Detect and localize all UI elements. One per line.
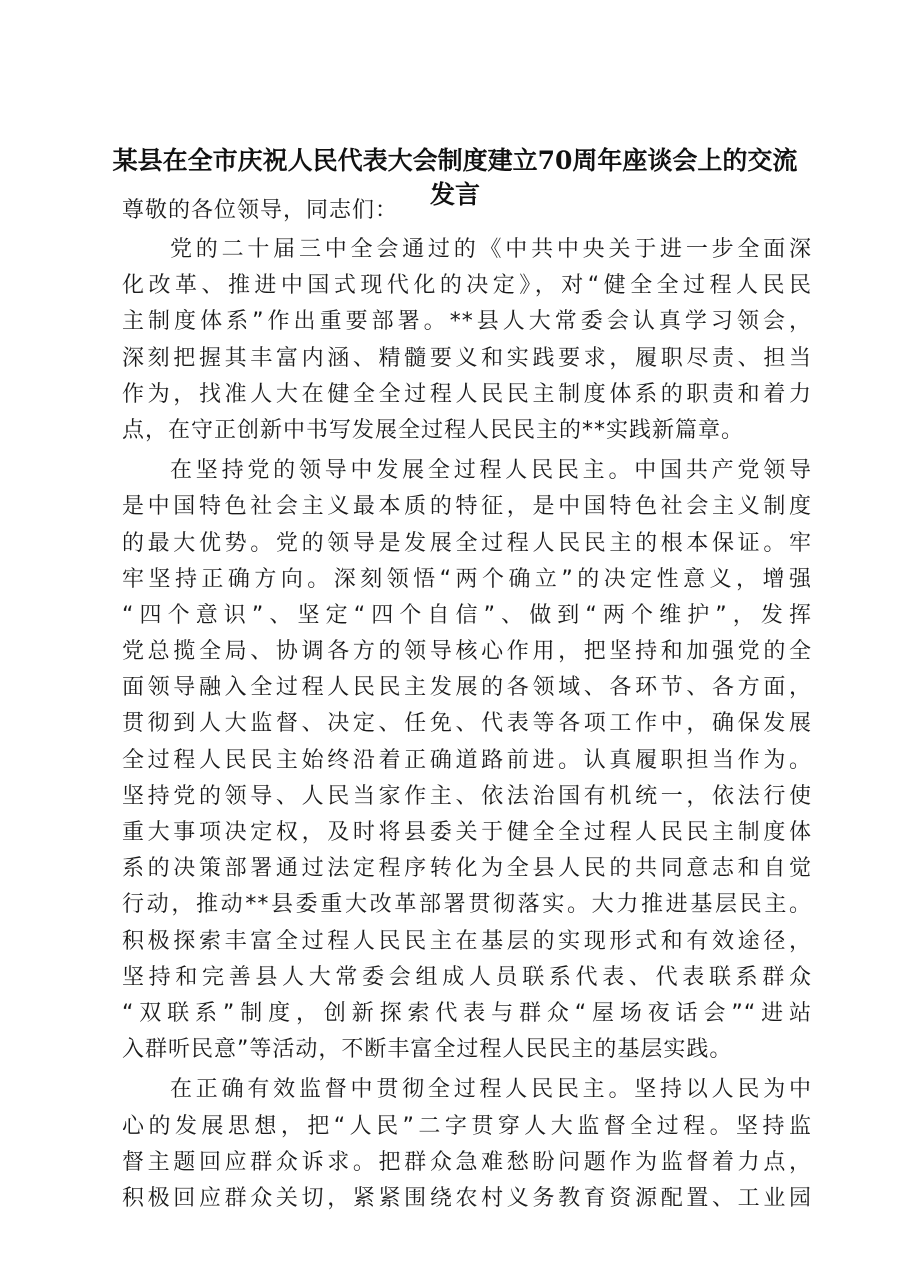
- paragraph-line: “四个意识”、坚定“四个自信”、做到“两个维护”，发挥: [122, 602, 812, 628]
- paragraph-line: 化改革、推进中国式现代化的决定》，对“健全全过程人民民: [122, 273, 812, 299]
- paragraph-line: 贯彻到人大监督、决定、任免、代表等各项工作中，确保发展: [122, 711, 812, 737]
- paragraph-line: 牢坚持正确方向。深刻领悟“两个确立”的决定性意义，增强: [122, 566, 812, 592]
- paragraph-line: 坚持和完善县人大常委会组成人员联系代表、代表联系群众: [122, 964, 812, 990]
- paragraph-3: [122, 1072, 812, 1217]
- paragraph-line: 点，在守正创新中书写发展全过程人民民主的**实践新篇章。: [122, 417, 745, 443]
- paragraph-line: 行动，推动**县委重大改革部署贯彻落实。大力推进基层民主。: [122, 892, 812, 918]
- paragraph-line: 的最大优势。党的领导是发展全过程人民民主的根本保证。牢: [122, 530, 812, 556]
- paragraph-line: 重大事项决定权，及时将县委关于健全全过程人民民主制度体: [122, 820, 812, 845]
- paragraph-line: 是中国特色社会主义最本质的特征，是中国特色社会主义制度: [122, 494, 812, 520]
- title-line-1: 某县在全市庆祝人民代表大会制度建立70周年座谈会上的交流: [112, 146, 798, 175]
- paragraph-line: 主制度体系”作出重要部署。**县人大常委会认真学习领会，: [122, 309, 812, 335]
- paragraph-line: 面领导融入全过程人民民主发展的各领域、各环节、各方面，: [122, 675, 812, 701]
- paragraph-line: 作为，找准人大在健全全过程人民民主制度体系的职责和着力: [122, 381, 812, 407]
- paragraph-line: “双联系”制度，创新探索代表与群众“屋场夜话会”“进站: [122, 1000, 812, 1026]
- paragraph-line: 党总揽全局、协调各方的领导核心作用，把坚持和加强党的全: [122, 639, 812, 665]
- paragraph-line: 坚持党的领导、人民当家作主、依法治国有机统一，依法行使: [122, 783, 812, 809]
- paragraph-line: 积极回应群众关切，紧紧围绕农村义务教育资源配置、工业园: [122, 1185, 812, 1211]
- salutation: 尊敬的各位领导，同志们：: [122, 198, 399, 223]
- paragraph-2: [122, 453, 812, 1068]
- paragraph-line: 入群听民意”等活动，不断丰富全过程人民民主的基层实践。: [122, 1037, 733, 1063]
- paragraph-line: 在正确有效监督中贯彻全过程人民民主。坚持以人民为中: [170, 1077, 812, 1103]
- document-body: [122, 193, 812, 1217]
- paragraph-line: 督主题回应群众诉求。把群众急难愁盼问题作为监督着力点，: [122, 1149, 812, 1175]
- paragraph-line: 党的二十届三中全会通过的《中共中央关于进一步全面深: [170, 237, 812, 262]
- paragraph-1: [122, 232, 812, 449]
- paragraph-line: 在坚持党的领导中发展全过程人民民主。中国共产党领导: [170, 458, 812, 484]
- paragraph-line: 深刻把握其丰富内涵、精髓要义和实践要求，履职尽责、担当: [122, 345, 812, 371]
- title-line-2: 发言: [429, 180, 480, 209]
- paragraph-line: 心的发展思想，把“人民”二字贯穿人大监督全过程。坚持监: [122, 1113, 812, 1139]
- paragraph-line: 系的决策部署通过法定程序转化为全县人民的共同意志和自觉: [122, 856, 812, 882]
- paragraph-line: 全过程人民民主始终沿着正确道路前进。认真履职担当作为。: [122, 747, 812, 773]
- paragraph-line: 积极探索丰富全过程人民民主在基层的实现形式和有效途径，: [122, 928, 812, 954]
